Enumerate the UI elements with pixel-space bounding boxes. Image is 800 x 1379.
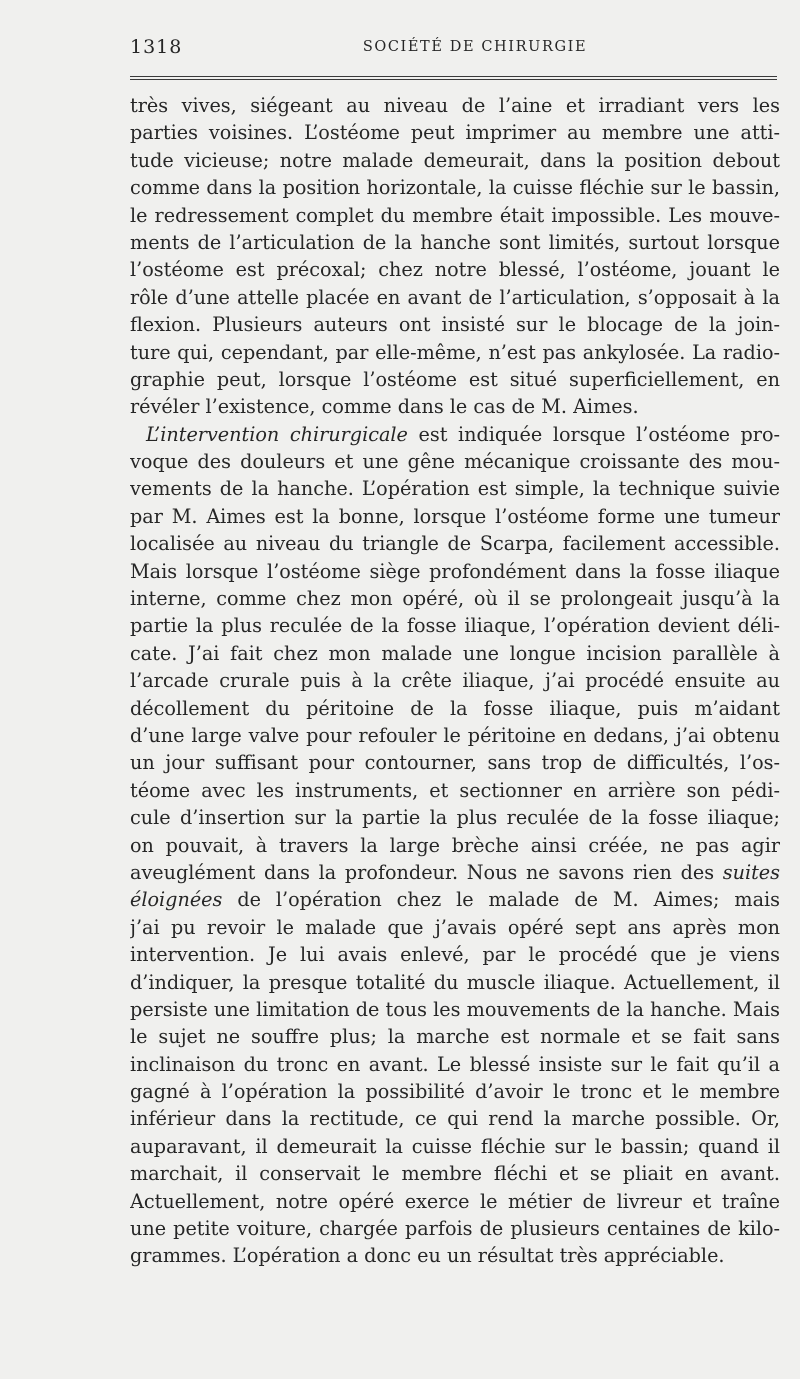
text-line: l’arcade crurale puis à la crête iliaque, j’ai procédé ensuite au bbox=[130, 669, 780, 693]
page-number: 1318 bbox=[130, 36, 183, 58]
paragraph bbox=[130, 92, 780, 421]
text-line: d’une large valve pour refouler le péritoine en dedans, j’ai obtenu bbox=[130, 723, 780, 747]
text-line: auparavant, il demeurait la cuisse fléchie sur le bassin; quand il bbox=[130, 1134, 780, 1158]
text-line: très vives, siégeant au niveau de l’aine et irradiant vers les bbox=[130, 94, 780, 117]
text-line: parties voisines. L’ostéome peut imprimer au membre une atti- bbox=[130, 121, 780, 145]
text-line: partie la plus reculée de la fosse iliaque, l’opération devient déli- bbox=[130, 614, 780, 638]
text-line: l’ostéome est précoxal; chez notre blessé, l’ostéome, jouant le bbox=[130, 258, 780, 282]
text-run: de l’opération chez le malade de M. Aimes; mais bbox=[222, 888, 780, 912]
text-line bbox=[130, 859, 780, 886]
text-line: le sujet ne souffre plus; la marche est normale et se fait sans bbox=[130, 1025, 780, 1049]
page-header bbox=[130, 36, 780, 66]
text-line: gagné à l’opération la possibilité d’avoir le tronc et le membre bbox=[130, 1080, 780, 1104]
text-run: est indiquée lorsque l’ostéome pro- bbox=[407, 422, 780, 446]
text-line: Actuellement, notre opéré exerce le métier de livreur et traîne bbox=[130, 1189, 780, 1213]
text-line: révéler l’existence, comme dans le cas de M. Aimes. bbox=[130, 395, 639, 419]
text-line bbox=[130, 421, 780, 448]
text-line bbox=[130, 886, 780, 913]
text-line: tude vicieuse; notre malade demeurait, dans la position debout bbox=[130, 148, 780, 172]
text-line: graphie peut, lorsque l’ostéome est situé superficiellement, en bbox=[130, 367, 780, 391]
text-line: cule d’insertion sur la partie la plus reculée de la fosse iliaque; bbox=[130, 806, 780, 830]
text-line: un jour suffisant pour contourner, sans trop de difficultés, l’os- bbox=[130, 751, 780, 775]
text-line: ments de l’articulation de la hanche sont limités, surtout lorsque bbox=[130, 230, 780, 254]
text-line: téome avec les instruments, et sectionner en arrière son pédi- bbox=[130, 778, 780, 802]
italic-phrase: suites bbox=[722, 860, 780, 884]
text-line: grammes. L’opération a donc eu un résultat très appréciable. bbox=[130, 1244, 725, 1268]
body-text bbox=[130, 92, 780, 1270]
italic-phrase: éloignées bbox=[130, 888, 223, 912]
text-line: on pouvait, à travers la large brèche ainsi créée, ne pas agir bbox=[130, 833, 780, 857]
text-line: vements de la hanche. L’opération est simple, la technique suivie bbox=[130, 477, 780, 501]
text-line: le redressement complet du membre était impossible. Les mouve- bbox=[130, 203, 780, 227]
text-line: une petite voiture, chargée parfois de plusieurs centaines de kilo- bbox=[130, 1217, 780, 1241]
header-rule bbox=[130, 76, 777, 80]
text-line: ture qui, cependant, par elle-même, n’est pas ankylosée. La radio- bbox=[130, 340, 780, 364]
text-line: d’indiquer, la presque totalité du muscle iliaque. Actuellement, il bbox=[130, 970, 780, 994]
text-line: voque des douleurs et une gêne mécanique croissante des mou- bbox=[130, 450, 780, 474]
text-line: comme dans la position horizontale, la cuisse fléchie sur le bassin, bbox=[130, 176, 780, 200]
text-line: Mais lorsque l’ostéome siège profondément dans la fosse iliaque bbox=[130, 559, 780, 583]
text-line: inclinaison du tronc en avant. Le blessé insiste sur le fait qu’il a bbox=[130, 1052, 780, 1076]
text-line: persiste une limitation de tous les mouvements de la hanche. Mais bbox=[130, 997, 780, 1021]
paragraph bbox=[130, 421, 780, 1270]
italic-phrase: L’intervention chirurgicale bbox=[146, 422, 408, 446]
text-line: cate. J’ai fait chez mon malade une longue incision parallèle à bbox=[130, 641, 780, 665]
text-line: interne, comme chez mon opéré, où il se prolongeait jusqu’à la bbox=[130, 587, 780, 611]
text-line: j’ai pu revoir le malade que j’avais opéré sept ans après mon bbox=[130, 915, 780, 939]
running-head: SOCIÉTÉ DE CHIRURGIE bbox=[362, 39, 588, 55]
text-run: aveuglément dans la profondeur. Nous ne savons rien des bbox=[130, 860, 723, 884]
text-line: intervention. Je lui avais enlevé, par le procédé que je viens bbox=[130, 943, 780, 967]
text-line: marchait, il conservait le membre fléchi et se pliait en avant. bbox=[130, 1162, 780, 1186]
text-line: inférieur dans la rectitude, ce qui rend la marche possible. Or, bbox=[130, 1107, 780, 1131]
text-line: décollement du péritoine de la fosse iliaque, puis m’aidant bbox=[130, 696, 780, 720]
text-line: par M. Aimes est la bonne, lorsque l’ostéome forme une tumeur bbox=[130, 504, 780, 528]
text-line: localisée au niveau du triangle de Scarpa, facilement accessible. bbox=[130, 532, 780, 556]
text-line: rôle d’une attelle placée en avant de l’articulation, s’opposait à la bbox=[130, 285, 780, 309]
text-line: flexion. Plusieurs auteurs ont insisté sur le blocage de la join- bbox=[130, 313, 780, 337]
